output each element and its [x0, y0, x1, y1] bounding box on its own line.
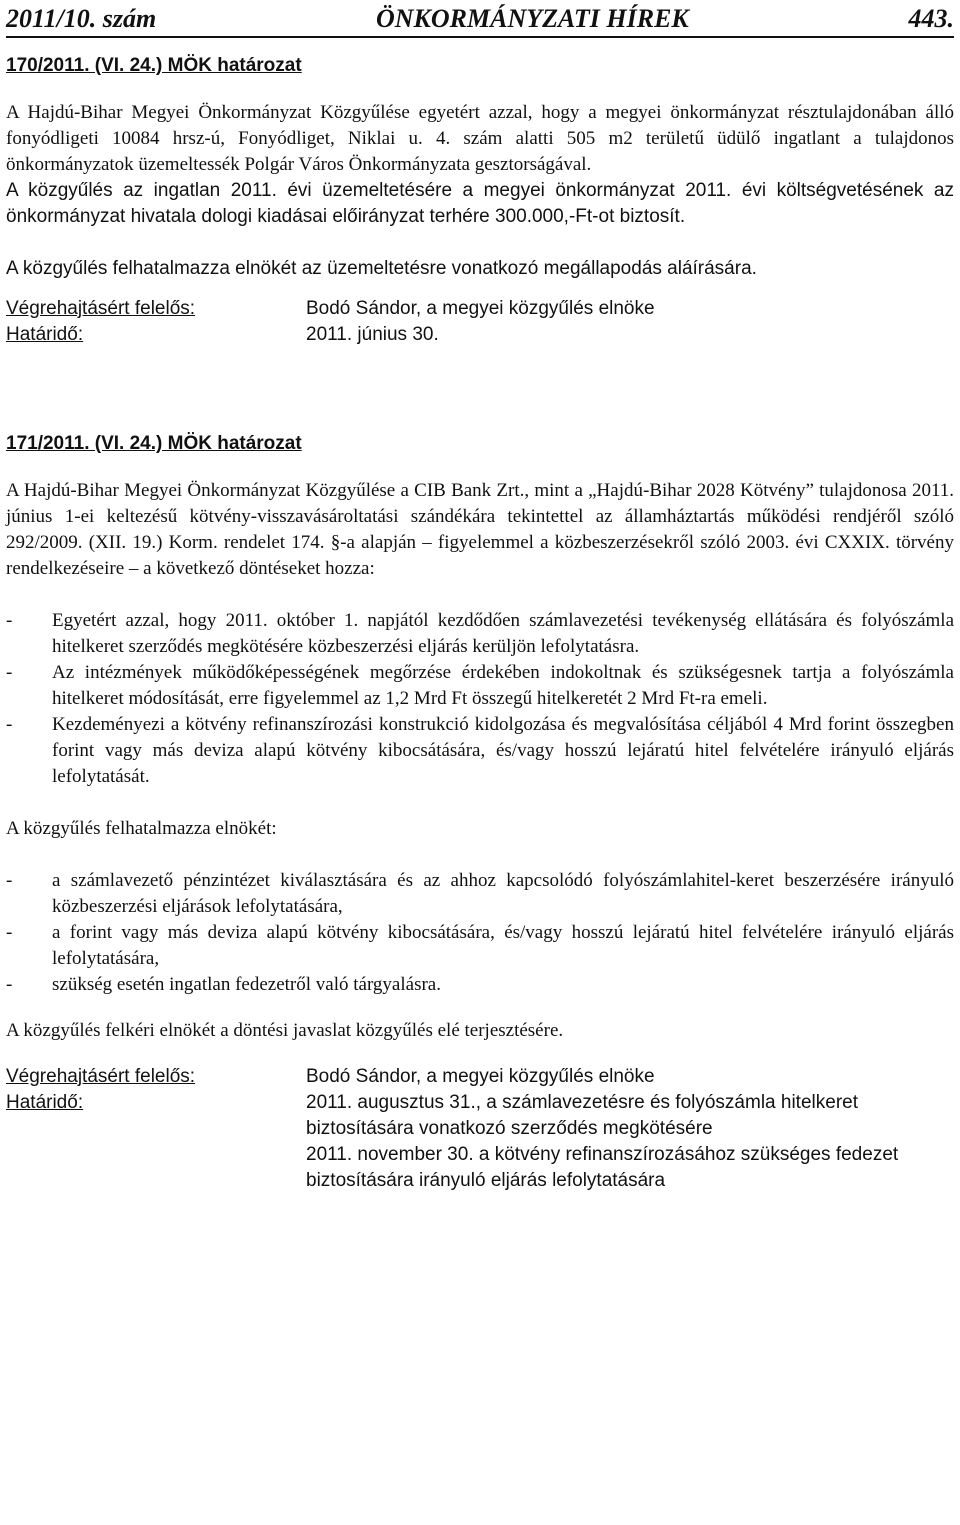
list-item: - Egyetért azzal, hogy 2011. október 1. napjától kezdődően számlavezetési tevékenység ellátására és folyószámla hitelkeret szerződés megkötésére közbeszerzési eljárás kerüljön lefolytatásra. [6, 610, 954, 657]
page-number: 443. [908, 4, 954, 33]
list-item: - Az intézmények működőképességének megőrzése érdekében indokoltnak és szükségesnek tartja a folyószámla hitelkeret módosítását, erre figyelemmel az 1,2 Mrd Ft összegű hitelkeretét 2 Mrd Ft-ra emeli. [6, 662, 954, 709]
list-item: - a számlavezető pénzintézet kiválasztására és az ahhoz kapcsolódó folyószámlahitel-keret beszerzésére irányuló közbeszerzési eljárások lefolytatására, [6, 870, 954, 917]
decision-paragraph: A Hajdú-Bihar Megyei Önkormányzat Közgyűlése egyetért azzal, hogy a megyei önkormányzat résztulajdonában álló fonyódligeti 10084 hrsz-ú, Fonyódliget, Niklai u. 4. szám alatti 505 m2 területű üdülő ingatlant a tulajdonos önkormányzatok üzemeltessék Polgár Város Önkormányzata gesztorságával. [6, 102, 954, 175]
responsible-value: Bodó Sándor, a megyei közgyűlés elnöke [306, 1066, 655, 1087]
decision-171 [6, 430, 954, 1194]
decision-170 [6, 52, 954, 348]
page-header [6, 0, 954, 38]
decision-paragraph: A közgyűlés az ingatlan 2011. évi üzemeltetésére a megyei önkormányzat 2011. évi költségvetésének az önkormányzat hivatala dologi kiadásai előirányzat terhére 300.000,-Ft-ot biztosít. [6, 180, 954, 227]
list-item: - szükség esetén ingatlan fedezetről való tárgyalásra. [6, 974, 441, 995]
issue-number: 2011/10. szám [6, 4, 157, 33]
publication-title: ÖNKORMÁNYZATI HÍREK [375, 4, 689, 33]
request-paragraph: A közgyűlés felkéri elnökét a döntési javaslat közgyűlés elé terjesztésére. [6, 1020, 564, 1041]
decision-title: 170/2011. (VI. 24.) MÖK határozat [6, 55, 302, 76]
responsibility-block [6, 1064, 954, 1194]
decision-paragraph: A közgyűlés felhatalmazza elnökét az üzemeltetésre vonatkozó megállapodás aláírására. [6, 258, 757, 279]
authorization-list [6, 868, 954, 998]
authorize-intro: A közgyűlés felhatalmazza elnökét: [6, 818, 277, 839]
decision-intro: A Hajdú-Bihar Megyei Önkormányzat Közgyűlése a CIB Bank Zrt., mint a „Hajdú-Bihar 2028 Kötvény” tulajdonosa 2011. június 1-ei keltezésű kötvény-visszavásároltatási szándékára tekintettel az államháztartás működési rendjéről szóló 292/2009. (XII. 19.) Korm. rendelet 174. §-a alapján – figyelemmel a közbeszerzésekről szóló 2003. évi CXXIX. törvény rendelkezéseire – a következő döntéseket hozza: [6, 480, 954, 579]
deadline-value: 2011. augusztus 31., a számlavezetésre és folyószámla hitelkeret biztosítására vonatkozó szerződés megkötésére [306, 1092, 858, 1139]
responsible-label: Végrehajtásért felelős: [6, 1066, 196, 1087]
list-item: - Kezdeményezi a kötvény refinanszírozási konstrukció kidolgozása és megvalósítása céljából 4 Mrd forint összegben forint vagy más deviza alapú kötvény kibocsátására, és/vagy hosszú lejáratú hitel felvételére irányuló eljárás lefolytatását. [6, 714, 954, 787]
responsible-label: Végrehajtásért felelős: [6, 298, 196, 319]
deadline-value: 2011. november 30. a kötvény refinanszírozásához szükséges fedezet biztosítására irányuló eljárás lefolytatására [306, 1144, 899, 1191]
deadline-value: 2011. június 30. [306, 324, 439, 345]
responsibility-block [6, 296, 655, 348]
deadline-label: Határidő: [6, 324, 84, 345]
list-item: - a forint vagy más deviza alapú kötvény kibocsátására, és/vagy hosszú lejáratú hitel felvételére irányuló eljárás lefolytatására, [6, 922, 954, 969]
responsible-value: Bodó Sándor, a megyei közgyűlés elnöke [306, 298, 655, 319]
decision-title: 171/2011. (VI. 24.) MÖK határozat [6, 433, 302, 454]
deadline-label: Határidő: [6, 1092, 84, 1113]
decision-list [6, 608, 954, 790]
